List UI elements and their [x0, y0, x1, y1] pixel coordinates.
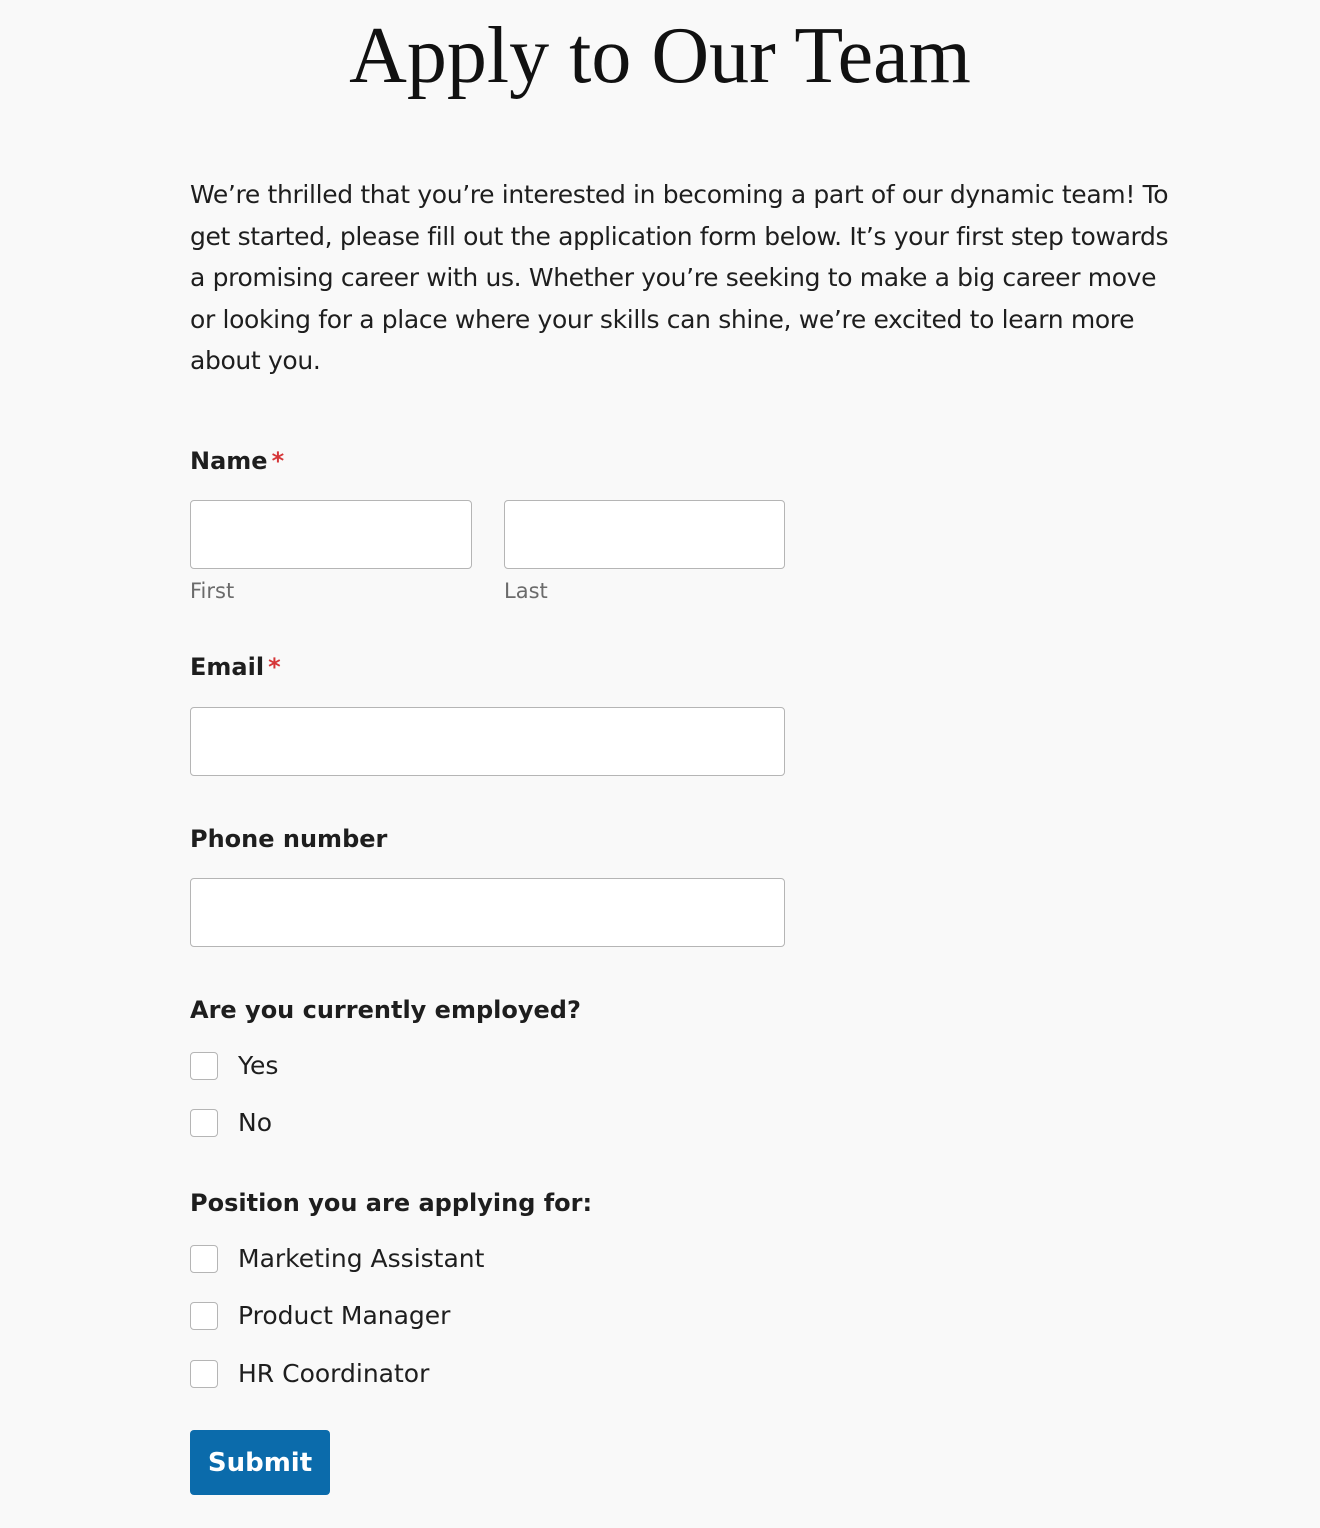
employed-option-label: No	[238, 1108, 272, 1137]
last-name-sublabel: Last	[504, 579, 548, 603]
position-option-label: Marketing Assistant	[238, 1244, 485, 1273]
position-option-hr-coordinator[interactable]	[190, 1359, 429, 1389]
phone-label: Phone number	[190, 825, 388, 853]
position-option-label: Product Manager	[238, 1301, 451, 1330]
employed-question-label: Are you currently employed?	[190, 996, 581, 1024]
email-required-mark: *	[268, 653, 281, 681]
page-title: Apply to Our Team	[349, 12, 971, 100]
submit-button[interactable]: Submit	[190, 1430, 330, 1495]
email-label	[190, 652, 281, 682]
email-input[interactable]	[190, 707, 785, 776]
position-option-label: HR Coordinator	[238, 1359, 430, 1388]
position-question-label: Position you are applying for:	[190, 1189, 593, 1217]
position-option-marketing-assistant[interactable]	[190, 1244, 484, 1274]
name-label-text: Name	[190, 447, 268, 475]
email-label-text: Email	[190, 653, 265, 681]
first-name-sublabel: First	[190, 579, 235, 603]
phone-input[interactable]	[190, 878, 785, 947]
employed-option-label: Yes	[238, 1051, 279, 1080]
position-option-product-manager[interactable]	[190, 1301, 450, 1331]
employed-option-no[interactable]	[190, 1108, 272, 1138]
employed-option-yes[interactable]	[190, 1051, 278, 1081]
last-name-input[interactable]	[504, 500, 785, 569]
checkbox[interactable]	[190, 1109, 218, 1137]
checkbox[interactable]	[190, 1245, 218, 1273]
checkbox[interactable]	[190, 1052, 218, 1080]
checkbox[interactable]	[190, 1360, 218, 1388]
name-required-mark: *	[271, 447, 285, 475]
intro-paragraph: We’re thrilled that you’re interested in becoming a part of our dynamic team! To get started, please fill out the application form below. It’s your first step towards a promising career with us. Whether you’re seeking to make a big career move or looking for a place where your skills can shine, we’re excited to learn more about you.	[190, 180, 1169, 376]
checkbox[interactable]	[190, 1302, 218, 1330]
first-name-input[interactable]	[190, 500, 472, 569]
name-label	[190, 446, 284, 476]
